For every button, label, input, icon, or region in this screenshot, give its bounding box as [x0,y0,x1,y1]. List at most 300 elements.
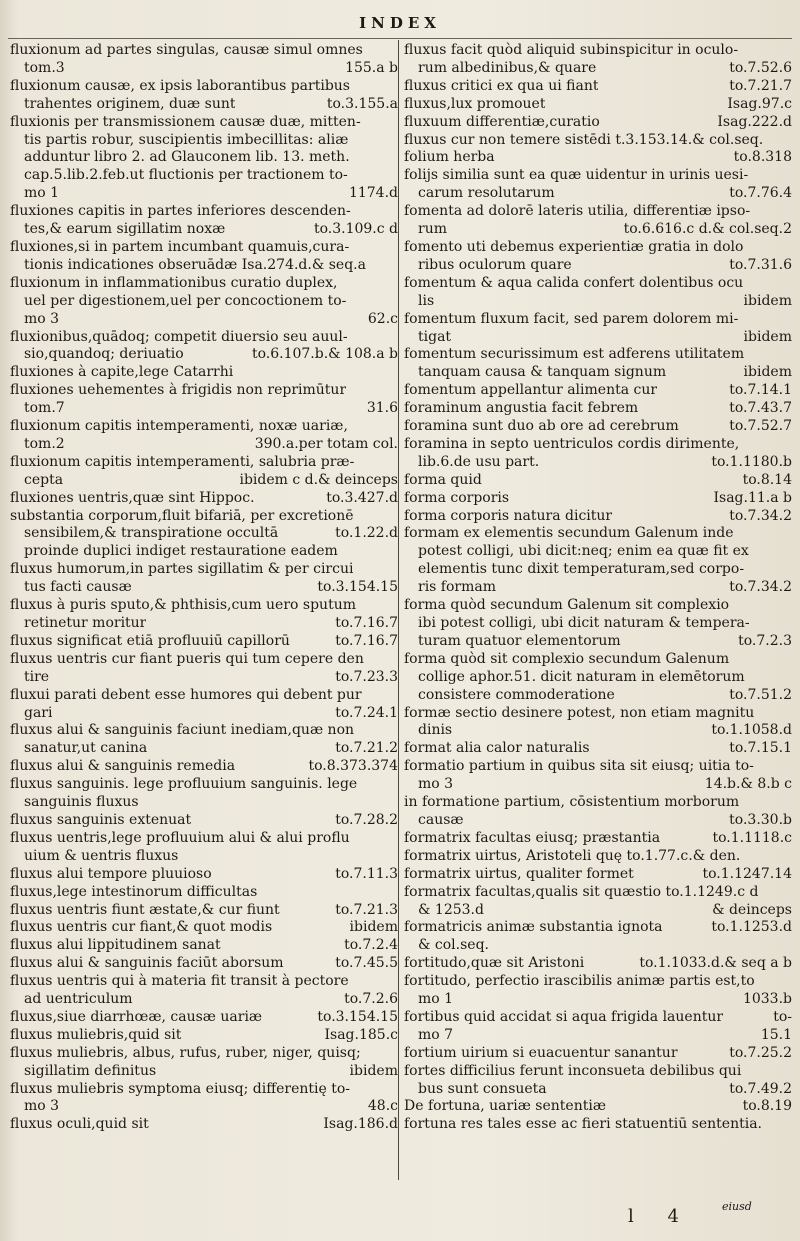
index-line-text: fomentum securissimum est adferens utilitatem [404,346,745,363]
index-line-text: rum [418,221,447,238]
index-entry [10,1027,398,1045]
index-entry [404,1116,792,1134]
index-entry [404,884,792,920]
index-entry [404,758,792,794]
index-line-text: fomentum & aqua calida confert dolentibus ocu [404,274,744,291]
index-line-reference: Isag.186.d [323,1116,398,1133]
index-line [404,848,792,866]
index-column-right [404,42,792,1134]
index-line-text: fluxus alui & sanguinis faciūt aborsum [10,955,284,972]
header-rule [8,38,792,39]
index-entry [10,687,398,723]
index-entry [404,866,792,884]
index-line [10,60,398,78]
index-line [404,382,792,400]
index-line [10,1009,398,1027]
index-line-text: ris formam [418,579,497,596]
index-line [404,758,792,776]
catchword: eiusd [722,1200,752,1213]
index-line-text: fluxiones capitis in partes inferiores descenden- [10,203,351,220]
index-line [10,42,398,60]
index-line-text: ad uentriculum [24,991,133,1008]
index-line-reference: 31.6 [366,400,398,417]
index-line-reference [786,705,792,723]
index-entry [404,848,792,866]
index-line [10,597,398,615]
index-line-text: trahentes originem, duæ sunt [24,95,236,112]
index-line-reference: to.8.14 [742,471,792,488]
index-line [404,651,792,669]
index-line [404,454,792,472]
index-line [404,114,792,132]
index-line [10,1081,398,1099]
index-line-reference: to.7.21.7 [729,77,792,94]
index-line [404,42,792,60]
index-line-reference: to.7.16.7 [335,615,398,631]
index-line [10,293,398,311]
index-line-text: fluxus uentris,lege profluuium alui & alui proflu [10,829,350,846]
index-line-reference [786,973,792,991]
index-line-text: tanquam causa & tanquam signum [418,364,667,381]
index-line-text: tire [24,668,50,685]
index-entry [404,490,792,508]
index-line [404,937,792,955]
index-line-text: turam quatuor elementorum [418,632,621,649]
index-entry [10,1081,398,1117]
index-line-text: fluxionis per transmissionem causæ duæ, mitten- [10,113,361,130]
index-line-text: fluxus à puris sputo,& phthisis,cum uero sputum [10,597,356,614]
index-line [10,1063,398,1081]
index-line-text: dinis [418,722,453,739]
index-line-text: fluxuum differentiæ,curatio [404,113,600,130]
index-line-reference: to.7.34.2 [729,579,792,596]
index-line-reference: to.7.11.3 [335,865,398,882]
index-line-text: fluxus muliebris symptoma eiusq; differentię to- [10,1080,351,1097]
index-entry [10,776,398,812]
index-line-text: & 1253.d [418,901,484,918]
index-line [10,167,398,185]
index-line-text: & col.seq. [418,937,489,954]
index-line [10,615,398,633]
index-line-reference [786,561,792,579]
index-line-reference: to.6.107.b.& 108.a b [251,346,398,363]
index-line [10,382,398,400]
index-line [404,167,792,185]
index-line [10,902,398,920]
index-line-text: tom.2 [24,435,65,452]
index-line-text: adduntur libro 2. ad Glauconem lib. 13. meth. [24,149,350,166]
index-line-reference [786,937,792,955]
index-line-reference: to.8.318 [733,149,792,166]
index-line [404,525,792,543]
index-entry [10,955,398,973]
index-line [10,705,398,723]
index-entry [404,132,792,150]
index-line [10,132,398,150]
index-line-text: fluxus sanguinis extenuat [10,811,192,828]
index-entry [404,436,792,472]
index-line-text: ibi potest colligi, ubi dicit naturam & tempera- [418,615,750,631]
index-entry [404,239,792,275]
index-entry [404,346,792,382]
index-line [10,543,398,561]
index-line [404,722,792,740]
index-line [404,60,792,78]
index-line-text: fortibus quid accidat si aqua frigida lauentur [404,1008,724,1025]
index-line-reference: to.1.1118.c [712,829,792,846]
index-line [404,812,792,830]
index-line-text: sio,quandoq; deriuatio [24,346,184,363]
index-line-text: mo 3 [418,776,454,793]
index-line-text: fortuna res tales esse ac fieri statuentiū sententia. [404,1116,762,1133]
index-line-text: fluxui parati debent esse humores qui debent pur [10,686,362,703]
index-line [10,722,398,740]
index-entry [10,78,398,114]
index-line [404,221,792,239]
index-line-text: tionis indicationes obseruādæ Isa.274.d.& seq.a [24,256,366,273]
index-line [404,508,792,526]
index-line-text: fluxiones uentris,quæ sint Hippoc. [10,489,255,506]
index-entry [10,1116,398,1134]
index-line [404,132,792,150]
index-entry [404,203,792,239]
index-line [404,776,792,794]
index-line [404,579,792,597]
index-line-text: sigillatim definitus [24,1062,157,1079]
index-line-reference [786,651,792,669]
index-line-reference: to.7.21.3 [335,901,398,918]
index-line-text: fluxionum in inflammationibus curatio duplex, [10,274,338,291]
index-line-reference: 1033.b [742,991,792,1008]
index-line-reference [786,758,792,776]
index-line-text: fluxus,lege intestinorum difficultas [10,883,258,900]
index-line-text: fluxus muliebris, albus, rufus, ruber, niger, quisq; [10,1044,361,1061]
index-line-text: sanguinis fluxus [24,794,139,811]
index-entry [10,382,398,418]
index-line [10,400,398,418]
index-line-reference: to.7.2.4 [344,937,398,954]
index-line-text: substantia corporum,fluit bifariā, per excretionē [10,507,354,524]
index-line [404,1116,792,1134]
index-line-reference [786,311,792,329]
index-line-reference: to.3.154.15 [317,1008,398,1025]
index-line [404,185,792,203]
index-entry [404,919,792,955]
index-line-reference [786,615,792,633]
index-line-reference: Isag.222.d [717,113,792,130]
index-entry [404,78,792,96]
index-entry [404,382,792,400]
index-line-text: formatrix facultas eiusq; præstantia [404,829,661,846]
index-line-text: fluxus cur non temere sistēdi t.3.153.14.& col.seq. [404,131,764,148]
index-line-text: in formatione partium, cōsistentium morborum [404,794,740,811]
index-line [10,525,398,543]
index-line-text: fluxus uentris qui à materia fit transit à pectore [10,973,349,990]
index-entry [404,830,792,848]
index-line-text: formam ex elementis secundum Galenum inde [404,525,734,542]
index-line [10,508,398,526]
index-line-text: fluxiones uehementes à frigidis non reprimūtur [10,382,347,399]
index-line-reference: to.3.154.15 [317,579,398,596]
index-line-reference [786,132,792,150]
index-line-text: mo 3 [24,310,60,327]
index-entry [10,633,398,651]
index-line [404,597,792,615]
index-line [404,561,792,579]
index-line [404,490,792,508]
index-line-text: fluxus,lux promouet [404,95,546,112]
index-line-text: forma corporis [404,489,510,506]
index-line-text: fluxionum capitis intemperamenti, noxæ uariæ, [10,418,348,435]
index-line [404,400,792,418]
index-line [404,991,792,1009]
index-line-reference: ibidem [743,328,792,345]
index-line-reference: ibidem [349,919,398,936]
index-entry [404,973,792,1009]
index-line-reference: 390.a.per totam col. [254,435,398,452]
index-line-text: formatrix uirtus, Aristoteli quę to.1.77.c.& den. [404,847,741,864]
index-line-text: foramina in septo uentriculos cordis dirimente, [404,435,740,452]
index-line-reference: 14.b.& 8.b c [704,776,792,793]
index-line [10,848,398,866]
index-entry [10,203,398,239]
index-line-text: formatrix uirtus, qualiter formet [404,865,634,882]
index-line-text: fluxus alui & sanguinis remedia [10,758,236,775]
index-entry [10,364,398,382]
index-entry [10,902,398,920]
index-line-text: foramina sunt duo ab ore ad cerebrum [404,418,679,435]
index-line-reference [786,884,792,902]
index-line [10,919,398,937]
index-line [10,78,398,96]
index-line-reference [786,203,792,221]
index-line-text: ribus oculorum quare [418,256,572,273]
index-line-reference: to.8.19 [742,1098,792,1115]
index-line-reference: 155.a b [345,59,398,76]
index-line-reference: ibidem c d.& deinceps [239,471,398,488]
index-line-reference: 15.1 [760,1026,792,1043]
index-line-reference: to.7.52.6 [729,59,792,76]
index-line-text: fluxus uentris cur fiant,& quot modis [10,919,273,936]
index-line-reference [786,167,792,185]
index-line-reference: to.7.14.1 [729,382,792,399]
index-entry [404,472,792,490]
index-line-text: sensibilem,& transpiratione occultā [24,525,279,542]
index-column-left [10,42,398,1134]
index-line-text: fomento uti debemus experientiæ gratia in dolo [404,238,744,255]
index-line-text: tigat [418,328,452,345]
index-line [404,1081,792,1099]
index-line-reference: to.6.616.c d.& col.seq.2 [623,221,792,238]
index-line [10,275,398,293]
index-line [404,902,792,920]
index-line-reference: 62.c [367,310,398,327]
index-line-text: tom.7 [24,400,65,417]
index-entry [10,418,398,454]
index-line-reference [786,42,792,60]
index-line-reference: to.7.16.7 [335,632,398,649]
index-line [10,866,398,884]
index-line [10,454,398,472]
index-line [404,1098,792,1116]
index-entry [404,508,792,526]
index-line-text: carum resolutarum [418,185,555,202]
index-line-reference: to.1.1247.14 [702,865,792,882]
index-line [404,1063,792,1081]
index-line [10,257,398,275]
index-line-text: foraminum angustia facit febrem [404,400,639,417]
index-line [404,275,792,293]
index-entry [10,884,398,902]
index-entry [404,311,792,347]
index-line [404,1045,792,1063]
index-line [10,1045,398,1063]
index-line [404,364,792,382]
index-line-text: fluxionibus,quādoq; competit diuersio seu auul- [10,328,348,345]
index-line-text: fortes difficilius ferunt inconsueta debilibus qui [404,1062,742,1079]
index-line-reference: Isag.97.c [727,95,792,112]
index-line-reference: to.7.2.6 [344,991,398,1008]
index-entry [404,1063,792,1099]
index-line-text: fortitudo, perfectio irascibilis animæ partis est,to [404,973,755,990]
index-line-text: bus sunt consueta [418,1080,547,1097]
index-line-text: tus facti causæ [24,579,132,596]
index-entry [10,42,398,78]
index-entry [10,651,398,687]
index-line-reference: to.1.22.d [335,525,398,542]
index-line-reference: to.3.155.a [326,95,398,112]
index-line [10,114,398,132]
index-line [404,633,792,651]
index-line [404,669,792,687]
index-line [10,96,398,114]
index-line-text: consistere commoderatione [418,686,615,703]
index-line-text: uel per digestionem,uel per concoctionem to- [24,292,347,309]
index-line-text: fluxus significat etiā profluuiū capillorū [10,632,290,649]
index-line-text: causæ [418,811,464,828]
index-line [404,293,792,311]
index-line-text: format alia calor naturalis [404,740,590,757]
index-line [10,955,398,973]
index-line-text: sanatur,ut canina [24,740,148,757]
index-line [10,991,398,1009]
index-line [10,740,398,758]
index-line-text: forma quòd secundum Galenum sit complexio [404,597,730,614]
index-line [10,561,398,579]
index-line-text: elementis tunc dixit temperaturam,sed corpo- [418,561,745,578]
index-line-text: fluxus muliebris,quid sit [10,1026,182,1043]
index-line-text: fluxionum causæ, ex ipsis laborantibus partibus [10,77,350,94]
index-line-reference: to.7.2.3 [738,632,792,649]
index-line [10,758,398,776]
index-line [404,311,792,329]
index-line [404,543,792,561]
index-line [10,884,398,902]
index-line [404,884,792,902]
index-line-text: proinde duplici indiget restauratione eadem [24,543,338,560]
index-entry [404,955,792,973]
index-line-reference: to.7.49.2 [729,1080,792,1097]
index-line-text: retinetur moritur [24,615,147,631]
index-line [10,973,398,991]
index-line-text: fluxionum ad partes singulas, causæ simul omnes [10,42,363,58]
index-entry [404,167,792,203]
index-line-text: fomentum fluxum facit, sed parem dolorem mi- [404,310,739,327]
index-line-reference: to.3.427.d [326,489,398,506]
index-line [404,257,792,275]
index-line-reference [786,543,792,561]
index-line-reference: to.7.43.7 [729,400,792,417]
index-line-text: De fortuna, uariæ sententiæ [404,1098,606,1115]
index-line-text: mo 1 [24,185,60,202]
index-line-reference: 1174.d [348,185,398,202]
index-line-text: mo 7 [418,1026,454,1043]
index-line [10,311,398,329]
index-line-text: fluxus critici ex qua ui fiant [404,77,599,94]
index-line [10,812,398,830]
index-line [10,669,398,687]
index-entry [404,400,792,418]
index-line-text: formatrix facultas,qualis sit quæstio to.1.1249.c d [404,883,759,900]
index-line-reference: to.7.15.1 [729,740,792,757]
index-line [10,1027,398,1045]
index-entry [10,937,398,955]
index-entry [10,973,398,1009]
index-line-reference [786,597,792,615]
index-line [404,866,792,884]
index-line [404,955,792,973]
index-line [404,96,792,114]
index-line-reference: to.8.373.374 [308,758,398,775]
index-line [404,1027,792,1045]
index-line-text: cepta [24,471,64,488]
index-line-reference: ibidem [743,292,792,309]
index-entry [404,1098,792,1116]
index-entry [10,454,398,490]
index-line-text: mo 3 [24,1098,60,1115]
index-line-text: formatio partium in quibus sita sit eiusq; uitia to- [404,758,754,775]
index-line-reference: to.7.51.2 [729,686,792,703]
index-line-text: forma corporis natura dicitur [404,507,613,524]
index-line-text: formæ sectio desinere potest, non etiam magnitu [404,704,755,721]
index-line [10,937,398,955]
index-entry [10,239,398,275]
index-line-reference: to.7.21.2 [335,740,398,757]
index-line-text: tom.3 [24,59,65,76]
index-line-reference [786,1063,792,1081]
index-entry [404,96,792,114]
index-line-text: potest colligi, ubi dicit:neq; enim ea quæ fit ex [418,543,749,560]
index-line [10,633,398,651]
index-line-text: fluxus alui & sanguinis faciunt inediam,quæ non [10,722,355,739]
index-line [10,221,398,239]
index-entry [404,418,792,436]
index-entry [404,794,792,830]
index-line-reference: to- [773,1008,792,1025]
index-entry [10,866,398,884]
index-line-reference: to.7.24.1 [335,704,398,721]
index-line-reference: to.7.28.2 [335,811,398,828]
index-line-text: lib.6.de usu part. [418,453,540,470]
index-line [10,1116,398,1134]
index-entry [404,42,792,78]
index-line-reference: to.7.76.4 [729,185,792,202]
index-line [10,418,398,436]
index-line-reference [786,275,792,293]
index-entry [404,275,792,311]
index-entry [404,705,792,741]
index-line [404,329,792,347]
